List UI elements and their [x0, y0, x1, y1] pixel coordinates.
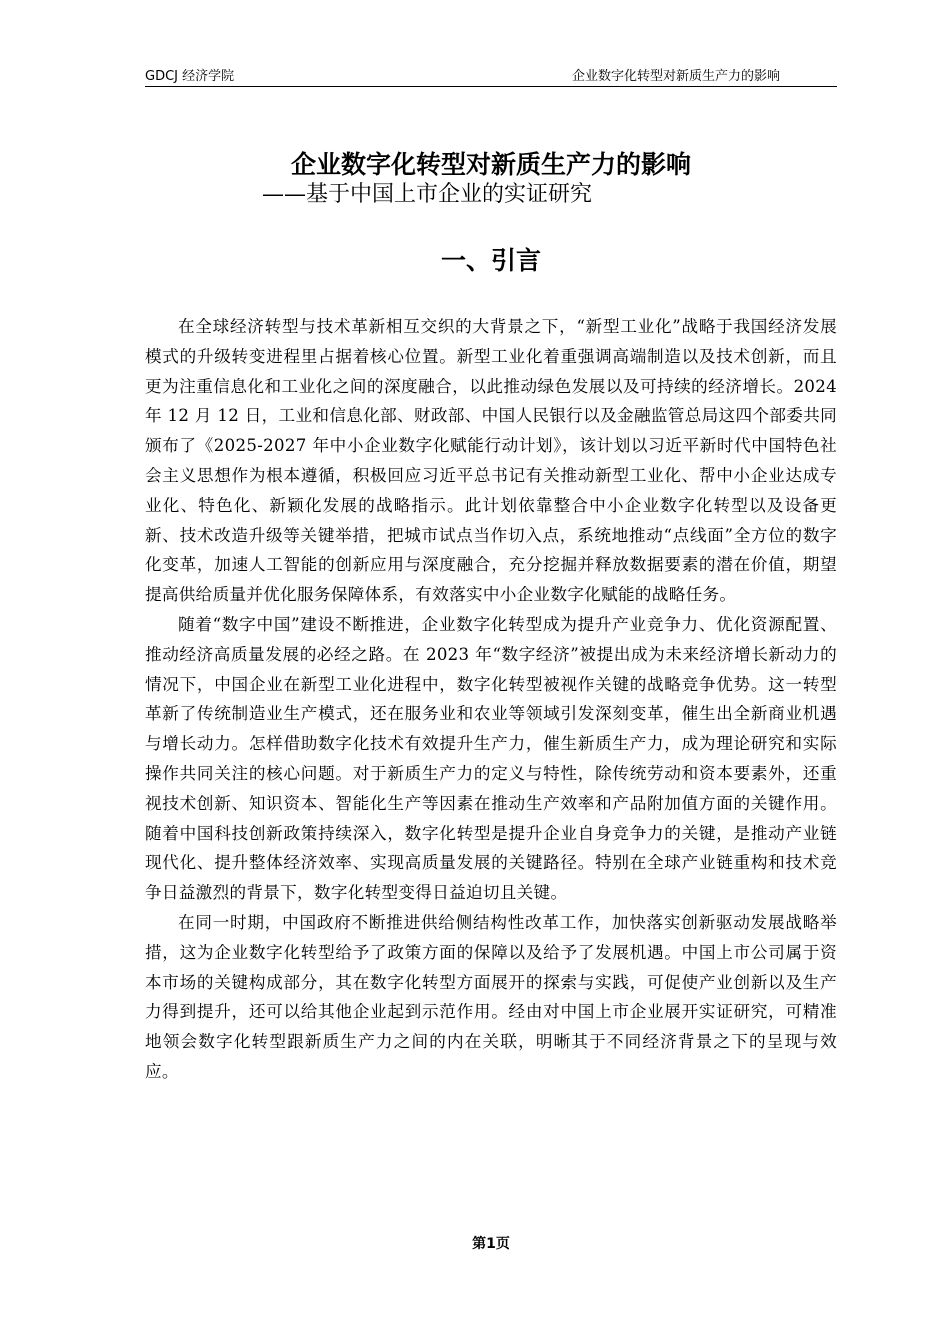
paper-title: 企业数字化转型对新质生产力的影响 [290, 150, 691, 179]
page-number: 第1页 [472, 1236, 510, 1252]
paragraph-2: 随着“数字中国”建设不断推进，企业数字化转型成为提升产业竞争力、优化资源配置、推动经济高质量发展的必经之路。在 2023 年“数字经济”被提出成为未来经济增长新动力的情况下，中国企业在新型工业化进程中，数字化转型被视作关键的战略竞争优势。这一转型革新了传统制造业生产模式，还在服务业和农业等领域引发深刻变革，催生出全新商业机遇与增长动力。怎样借助数字化技术有效提升生产力，催生新质生产力，成为理论研究和实际操作共同关注的核心问题。对于新质生产力的定义与特性，除传统劳动和资本要素外，还重视技术创新、知识资本、智能化生产等因素在推动生产效率和产品附加值方面的关键作用。随着中国科技创新政策持续深入，数字化转型是提升企业自身竞争力的关键，是推动产业链现代化、提升整体经济效率、实现高质量发展的关键路径。特别在全球产业链重构和技术竞争日益激烈的背景下，数字化转型变得日益迫切且关键。 [145, 614, 837, 903]
running-header-left: GDCJ 经济学院 [145, 69, 235, 84]
body-text [145, 312, 837, 1087]
paragraph-1: 在全球经济转型与技术革新相互交织的大背景之下，“新型工业化”战略于我国经济发展模式的升级转变进程里占据着核心位置。新型工业化着重强调高端制造以及技术创新，而且更为注重信息化和工业化之间的深度融合，以此推动绿色发展以及可持续的经济增长。2024 年 12 月 12 日，工业和信息化部、财政部、中国人民银行以及金融监管总局这四个部委共同颁布了《2025-2027 年中小企业数字化赋能行动计划》，该计划以习近平新时代中国特色社会主义思想作为根本遵循，积极回应习近平总书记有关推动新型工业化、帮中小企业达成专业化、特色化、新颖化发展的战略指示。此计划依靠整合中小企业数字化转型以及设备更新、技术改造升级等关键举措，把城市试点当作切入点，系统地推动“点线面”全方位的数字化变革，加速人工智能的创新应用与深度融合，充分挖掘并释放数据要素的潜在价值，期望提高供给质量并优化服务保障体系，有效落实中小企业数字化赋能的战略任务。 [145, 317, 837, 605]
paper-subtitle: ——基于中国上市企业的实证研究 [262, 182, 593, 207]
running-header-right: 企业数字化转型对新质生产力的影响 [571, 69, 780, 84]
header-rule [145, 86, 837, 87]
section-heading-introduction: 一、引言 [440, 246, 541, 275]
paragraph-3: 在同一时期，中国政府不断推进供给侧结构性改革工作，加快落实创新驱动发展战略举措，这为企业数字化转型给予了政策方面的保障以及给予了发展机遇。中国上市公司属于资本市场的关键构成部分，其在数字化转型方面展开的探索与实践，可促使产业创新以及生产力得到提升，还可以给其他企业起到示范作用。经由对中国上市企业展开实证研究，可精准地领会数字化转型跟新质生产力之间的内在关联，明晰其于不同经济背景之下的呈现与效应。 [145, 912, 837, 1081]
